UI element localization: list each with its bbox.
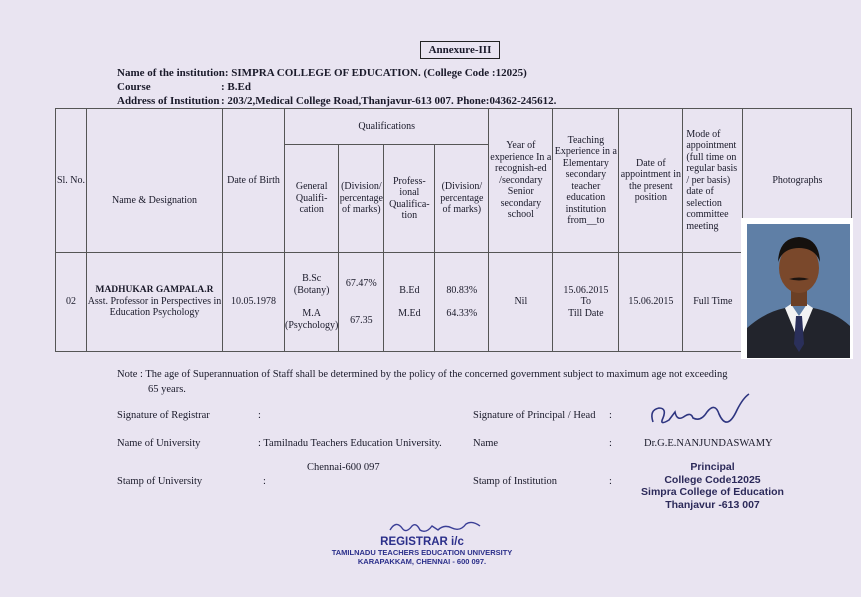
teaching-from: 15.06.2015 bbox=[563, 284, 609, 296]
principal-stamp-line2: College Code12025 bbox=[664, 473, 761, 486]
address-line bbox=[117, 95, 556, 107]
name-label: Name bbox=[473, 438, 499, 449]
principal-stamp-line3: Simpra College of Education bbox=[641, 486, 784, 499]
university-value: : Tamilnadu Teachers Education University. bbox=[258, 438, 442, 449]
principal-stamp-line1: Principal bbox=[690, 461, 735, 473]
registrar-colon: : bbox=[258, 410, 261, 421]
university-city: Chennai-600 097 bbox=[307, 462, 380, 473]
university-label: Name of University bbox=[117, 438, 201, 449]
principal-name: Dr.G.E.NANJUNDASWAMY bbox=[644, 438, 773, 449]
header-name: Name & Designation bbox=[87, 109, 223, 253]
cell-slno: 02 bbox=[56, 253, 87, 352]
principal-colon: : bbox=[609, 410, 612, 421]
cell-experience: Nil bbox=[489, 253, 553, 352]
stamp-institution-label: Stamp of Institution bbox=[473, 476, 557, 487]
header-qualifications: Qualifications bbox=[285, 109, 489, 145]
teaching-to: To bbox=[580, 296, 592, 308]
registrar-signature-label: Signature of Registrar bbox=[117, 410, 210, 421]
cell-general bbox=[285, 253, 339, 352]
note-line-1: Note : The age of Superannuation of Staff shall be determined by the policy of the concerned government subject to maximum age not exceeding bbox=[117, 369, 728, 380]
course-value: : B.Ed bbox=[221, 81, 251, 93]
general-pct-1: 67.47% bbox=[345, 277, 377, 289]
table-row bbox=[56, 253, 852, 352]
course-label: Course bbox=[117, 81, 151, 93]
cell-dob: 10.05.1978 bbox=[223, 253, 285, 352]
prof-qual-2: M.Ed bbox=[398, 308, 421, 319]
principal-signature bbox=[645, 392, 755, 442]
header-experience: Year of experience In a recognish-ed /secondary Senior secondary school bbox=[489, 109, 553, 253]
teaching-end: Till Date bbox=[568, 307, 604, 319]
cell-name bbox=[87, 253, 223, 352]
registrar-signature bbox=[386, 516, 486, 538]
general-pct-2: 67.35 bbox=[350, 315, 373, 326]
header-professional: Profess-ional Qualifica-tion bbox=[384, 145, 435, 253]
header-division1: (Division/ percentage of marks) bbox=[339, 145, 384, 253]
header-general: General Qualifi-cation bbox=[285, 145, 339, 253]
registrar-stamp bbox=[326, 536, 518, 566]
staff-designation: Asst. Professor in Perspectives in Education Psychology bbox=[87, 295, 222, 319]
registrar-stamp-line3: KARAPAKKAM, CHENNAI - 600 097. bbox=[357, 557, 487, 566]
header-mode: Mode of appointment (full time on regular basis / per basis) date of selection committee meeting bbox=[683, 109, 743, 253]
header-dob: Date of Birth bbox=[223, 109, 285, 253]
registrar-stamp-line1: REGISTRAR i/c bbox=[380, 536, 464, 548]
cell-appointment: 15.06.2015 bbox=[619, 253, 683, 352]
registrar-stamp-line2: TAMILNADU TEACHERS EDUCATION UNIVERSITY bbox=[331, 548, 513, 557]
name-colon: : bbox=[609, 438, 612, 449]
annexure-label: Annexure-III bbox=[420, 41, 500, 59]
course-line bbox=[117, 81, 251, 93]
cell-division1 bbox=[339, 253, 384, 352]
address-value: : 203/2,Medical College Road,Thanjavur-613 007. Phone:04362-245612. bbox=[221, 95, 557, 107]
address-label: Address of Institution bbox=[117, 95, 220, 107]
staff-photograph bbox=[747, 224, 850, 358]
header-slno: Sl. No. bbox=[56, 109, 87, 253]
principal-stamp bbox=[640, 461, 785, 511]
cell-professional bbox=[384, 253, 435, 352]
general-qual-1: B.Sc (Botany) bbox=[293, 273, 330, 296]
header-appointment: Date of appointment in the present position bbox=[619, 109, 683, 253]
institution-value: SIMPRA COLLEGE OF EDUCATION. (College Code :12025) bbox=[231, 67, 527, 79]
principal-signature-label: Signature of Principal / Head bbox=[473, 410, 596, 421]
note-line-2: 65 years. bbox=[148, 384, 186, 396]
institution-line bbox=[117, 67, 527, 79]
prof-qual-1: B.Ed bbox=[399, 284, 420, 296]
cell-division2 bbox=[435, 253, 489, 352]
stamp-university-colon: : bbox=[263, 476, 266, 487]
stamp-institution-colon: : bbox=[609, 476, 612, 487]
prof-pct-1: 80.83% bbox=[446, 284, 478, 296]
header-photographs: Photographs bbox=[743, 109, 852, 253]
staff-table bbox=[55, 108, 852, 352]
prof-pct-2: 64.33% bbox=[446, 308, 478, 319]
principal-stamp-line4: Thanjavur -613 007 bbox=[665, 498, 760, 511]
stamp-university-label: Stamp of University bbox=[117, 476, 203, 487]
cell-teaching bbox=[553, 253, 619, 352]
institution-label: Name of the institution: bbox=[117, 67, 229, 79]
general-qual-2: M.A (Psychology) bbox=[285, 308, 339, 331]
staff-name: MADHUKAR GAMPALA.R bbox=[95, 285, 214, 296]
header-division2: (Division/ percentage of marks) bbox=[435, 145, 489, 253]
header-teaching: Teaching Experience in a Elementary secondary teacher education institution from__to bbox=[553, 109, 619, 253]
cell-mode: Full Time bbox=[683, 253, 743, 352]
